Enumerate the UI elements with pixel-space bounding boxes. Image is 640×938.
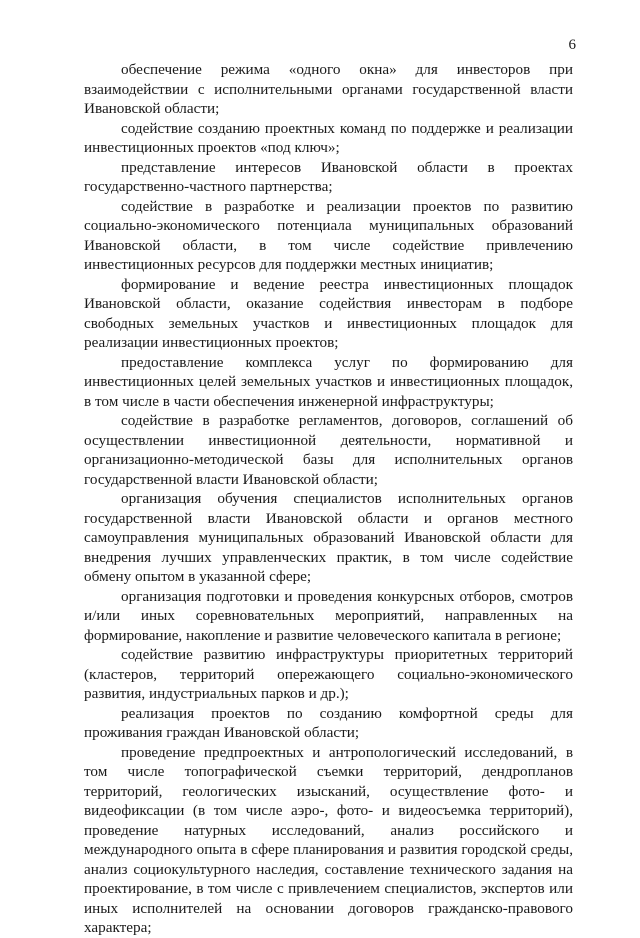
document-body: [84, 60, 573, 938]
paragraph-pre-project-research: проведение предпроектных и антропологический исследований, в том числе топографической съемки территорий, дендропланов территорий, геологических изысканий, осуществление фото- и видеофиксации (в том числе аэро-, фото- и видеосъемка территорий), проведение натурных исследований, анализ российского и международного опыта в сфере планирования и развития городской среды, анализ социокультурного наследия, составление технического задания на проектирование, в том числе с привлечением специалистов, экспертов или иных исполнителей на основании договоров гражданско-правового характера;: [84, 743, 573, 936]
paragraph-project-teams: содействие созданию проектных команд по поддержке и реализации инвестиционных проектов «под ключ»;: [84, 119, 573, 156]
paragraph-competitions: организация подготовки и проведения конкурсных отборов, смотров и/или иных соревновательных мероприятий, направленных на формирование, накопление и развитие человеческого капитала в регионе;: [84, 587, 573, 644]
paragraph-comfortable-environment: реализация проектов по созданию комфортной среды для проживания граждан Ивановской области;: [84, 704, 573, 741]
paragraph-specialist-training: организация обучения специалистов исполнительных органов государственной власти Ивановской области и органов местного самоуправления муниципальных образований Ивановской области для внедрения лучших управленческих практик, в том числе содействие обмену опытом в указанной сфере;: [84, 490, 573, 585]
paragraph-municipal-development: содействие в разработке и реализации проектов по развитию социально-экономического потенциала муниципальных образований Ивановской области, в том числе содействие привлечению инвестиционных ресурсов для поддержки местных инициатив;: [84, 197, 573, 273]
paragraph-investment-sites-registry: формирование и ведение реестра инвестиционных площадок Ивановской области, оказание содействия инвесторам в подборе свободных земельных участков и инвестиционных площадок для реализации инвестиционных проектов;: [84, 275, 573, 351]
page-number: 6: [568, 37, 576, 53]
paragraph-regulations-development: содействие в разработке регламентов, договоров, соглашений об осуществлении инвестиционной деятельности, нормативной и организационно-методической базы для исполнительных органов государственной власти Ивановской области;: [84, 412, 573, 488]
paragraph-one-stop-shop: обеспечение режима «одного окна» для инвесторов при взаимодействии с исполнительными органами государственной власти Ивановской области;: [84, 61, 573, 117]
paragraph-land-plot-services: предоставление комплекса услуг по формированию для инвестиционных целей земельных участков и инвестиционных площадок, в том числе в части обеспечения инженерной инфраструктуры;: [84, 353, 573, 410]
paragraph-priority-territories: содействие развитию инфраструктуры приоритетных территорий (кластеров, территорий опережающего социально-экономического развития, индустриальных парков и др.);: [84, 646, 573, 702]
paragraph-ppp-representation: представление интересов Ивановской области в проектах государственно-частного партнерства;: [84, 158, 573, 195]
